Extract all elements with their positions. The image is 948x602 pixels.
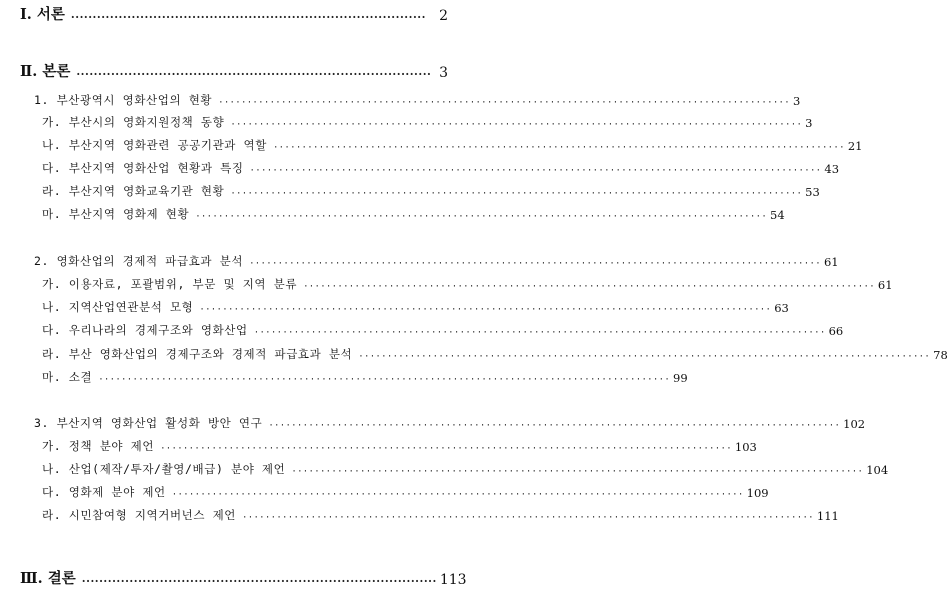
toc-item-1-5[interactable]: [42, 202, 785, 222]
dot-leader: ····································································································: [249, 166, 822, 176]
section-title: 3. 부산지역 영화산업 활성화 방안 연구: [34, 416, 263, 430]
page-number: 102: [843, 417, 866, 431]
item-title: 라. 부산 영화산업의 경제구조와 경제적 파급효과 분석: [42, 347, 353, 361]
toc-item-2-2[interactable]: [42, 295, 789, 315]
toc-chapter-2[interactable]: [20, 61, 448, 81]
dot-leader: ····································································································: [358, 352, 931, 362]
toc-item-2-1[interactable]: [42, 272, 893, 292]
toc-item-1-3[interactable]: [42, 156, 840, 176]
page-number: 53: [805, 185, 820, 199]
toc-item-2-4[interactable]: [42, 342, 948, 362]
page-number: 61: [877, 278, 893, 292]
toc-item-1-2[interactable]: [42, 133, 863, 153]
toc-section-3[interactable]: [34, 411, 866, 431]
page-number: 99: [673, 371, 688, 385]
toc-item-3-1[interactable]: [42, 434, 757, 454]
item-title: 라. 부산지역 영화교육기관 현황: [42, 184, 225, 198]
item-title: 가. 부산시의 영화지원정책 동향: [42, 115, 225, 129]
toc-chapter-1[interactable]: [20, 4, 448, 24]
dot-leader: ····································································································: [242, 513, 814, 523]
dot-leader: ····································································································: [195, 212, 768, 222]
dot-leader: ····································································································: [160, 444, 732, 454]
page-number: 104: [866, 463, 889, 477]
dot-leader: ····································································································: [253, 328, 826, 338]
item-title: 다. 우리나라의 경제구조와 영화산업: [42, 323, 248, 337]
item-title: 라. 시민참여형 지역거버넌스 제언: [42, 508, 237, 522]
page-number: 3: [805, 116, 813, 130]
dot-leader: ····································································································: [230, 120, 803, 130]
toc-item-1-4[interactable]: [42, 179, 820, 199]
item-title: 나. 부산지역 영화관련 공공기관과 역할: [42, 138, 267, 152]
item-title: 다. 영화제 분야 제언: [42, 485, 166, 499]
page-number: 63: [774, 301, 789, 315]
toc-item-3-4[interactable]: [42, 503, 839, 523]
chapter-title: Ⅱ. 본론: [20, 63, 71, 80]
page-number: 113: [439, 572, 467, 588]
item-title: 다. 부산지역 영화산업 현황과 특징: [42, 161, 244, 175]
toc-item-2-3[interactable]: [42, 318, 844, 338]
item-title: 나. 지역산업연관분석 모형: [42, 300, 194, 314]
item-title: 가. 정책 분야 제언: [42, 439, 155, 453]
toc-chapter-3[interactable]: [20, 568, 467, 588]
page-number: 103: [734, 440, 757, 454]
dot-leader: ····································································································: [291, 467, 864, 477]
page-number: 2: [439, 8, 448, 24]
page-number: 54: [770, 208, 785, 222]
item-title: 마. 소결: [42, 370, 93, 384]
page-number: 21: [847, 139, 863, 153]
page-number: 109: [746, 486, 769, 500]
page-number: 61: [823, 255, 839, 269]
page-number: 43: [824, 162, 840, 176]
item-title: 마. 부산지역 영화제 현황: [42, 207, 190, 221]
toc-item-1-1[interactable]: [42, 110, 813, 130]
dot-leader: ··················································································: [70, 11, 426, 24]
page-number: 3: [439, 65, 448, 81]
dot-leader: ····································································································: [272, 143, 845, 153]
chapter-title: Ⅲ. 결론: [20, 570, 76, 587]
page-number: 3: [792, 94, 801, 108]
dot-leader: ····································································································: [98, 375, 671, 385]
item-title: 나. 산업(제작/투자/촬영/배급) 분야 제언: [42, 462, 286, 476]
item-title: 가. 이용자료, 포괄범위, 부문 및 지역 분류: [42, 277, 298, 291]
dot-leader: ····································································································: [268, 421, 841, 431]
page-number: 66: [828, 324, 844, 338]
toc-item-2-5[interactable]: [42, 365, 688, 385]
dot-leader: ····································································································: [218, 98, 790, 108]
dot-leader: ····································································································: [303, 282, 875, 292]
section-title: 2. 영화산업의 경제적 파급효과 분석: [34, 254, 244, 268]
section-title: 1. 부산광역시 영화산업의 현황: [34, 93, 213, 107]
toc-item-3-2[interactable]: [42, 457, 889, 477]
dot-leader: ····································································································: [249, 259, 821, 269]
toc-item-3-3[interactable]: [42, 480, 769, 500]
dot-leader: ··················································································: [76, 68, 432, 81]
dot-leader: ··················································································: [81, 575, 437, 588]
dot-leader: ····································································································: [171, 490, 744, 500]
chapter-title: Ⅰ. 서론: [20, 6, 65, 23]
toc-section-2[interactable]: [34, 249, 839, 269]
dot-leader: ····································································································: [230, 189, 803, 199]
dot-leader: ····································································································: [199, 305, 772, 315]
page-number: 111: [816, 509, 839, 523]
page-number: 78: [933, 348, 948, 362]
toc-section-1[interactable]: [34, 88, 801, 108]
